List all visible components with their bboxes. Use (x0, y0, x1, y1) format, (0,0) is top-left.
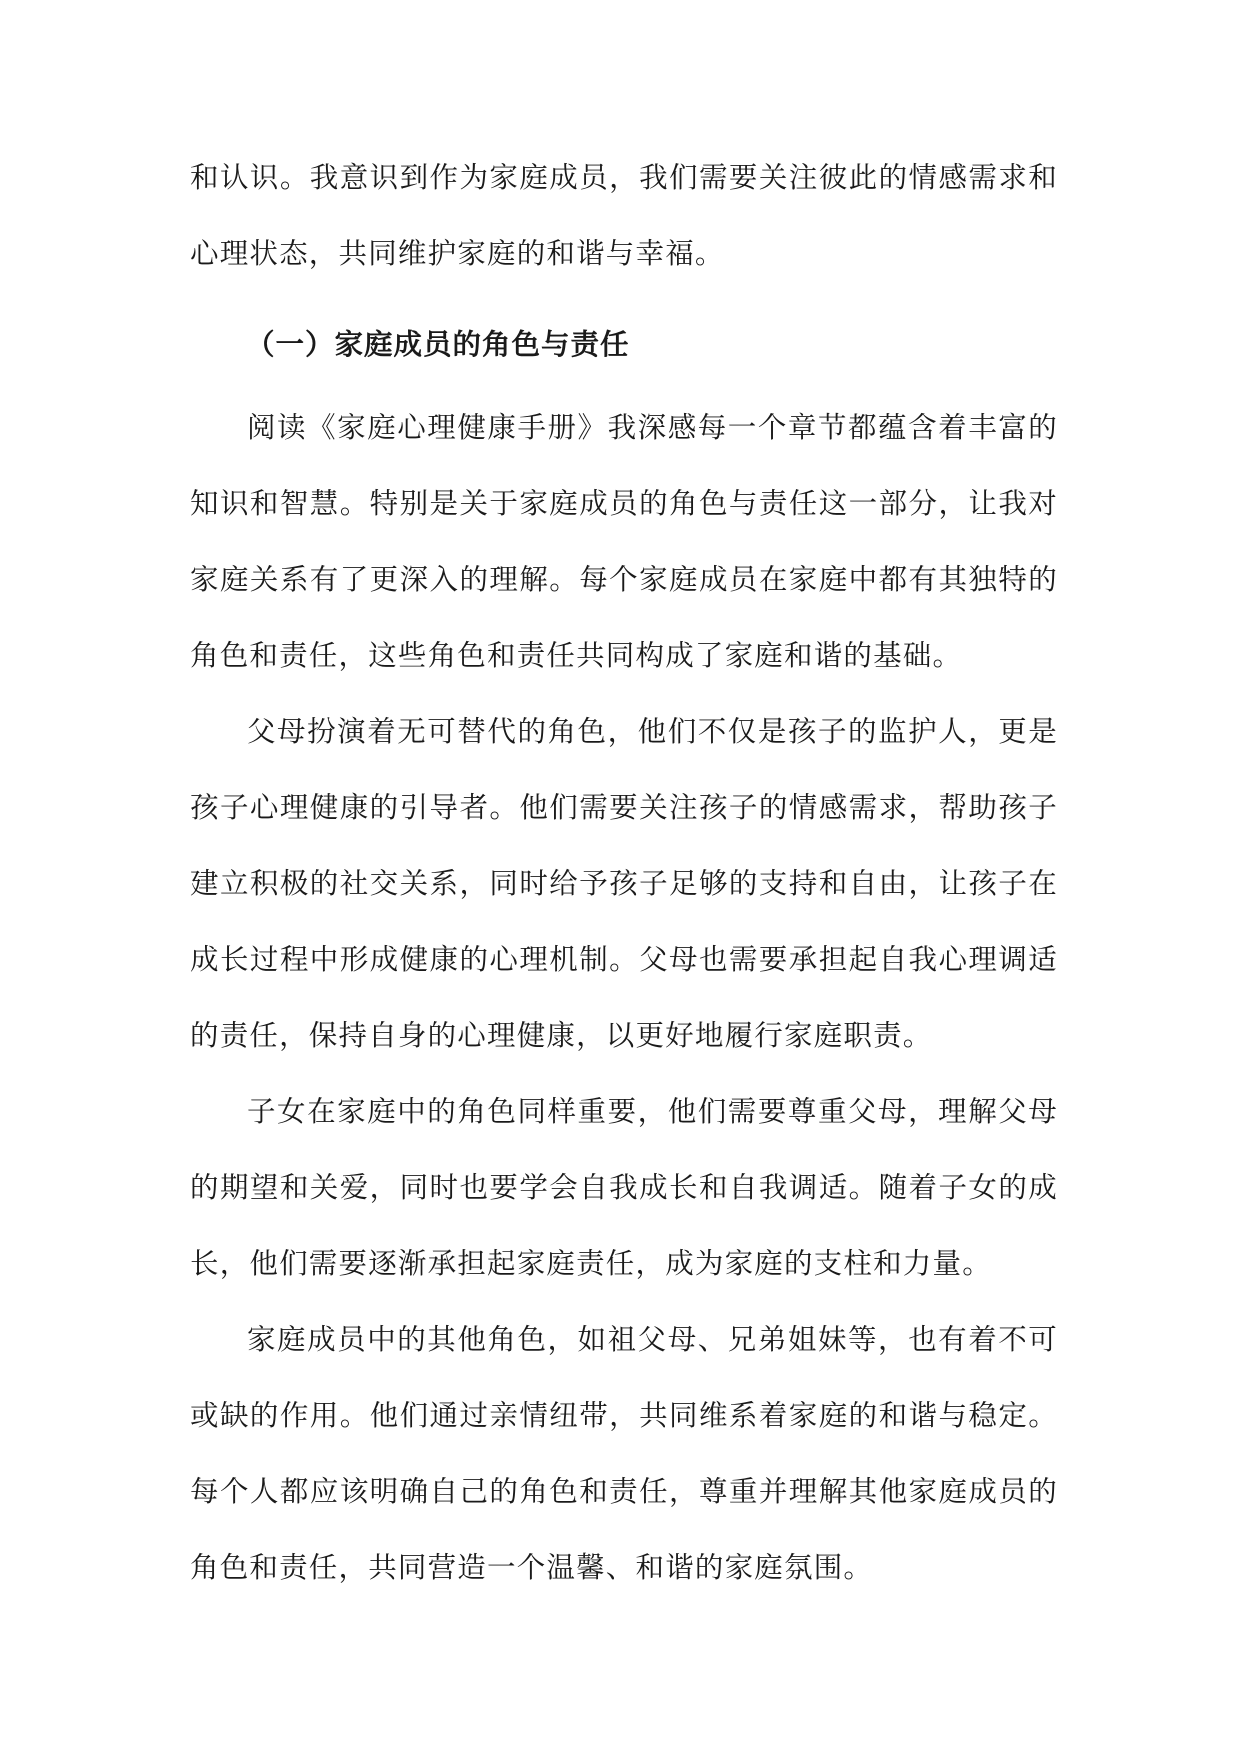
continuation-paragraph: 和认识。我意识到作为家庭成员，我们需要关注彼此的情感需求和心理状态，共同维护家庭的和谐与幸福。 (190, 161, 1058, 270)
paragraph-other-members-role: 家庭成员中的其他角色，如祖父母、兄弟姐妹等，也有着不可或缺的作用。他们通过亲情纽带，共同维系着家庭的和谐与稳定。每个人都应该明确自己的角色和责任，尊重并理解其他家庭成员的角色和责任，共同营造一个温馨、和谐的家庭氛围。 (190, 1323, 1058, 1584)
paragraph-children-role: 子女在家庭中的角色同样重要，他们需要尊重父母，理解父母的期望和关爱，同时也要学会自我成长和自我调适。随着子女的成长，他们需要逐渐承担起家庭责任，成为家庭的支柱和力量。 (190, 1095, 1058, 1280)
section-heading: （一）家庭成员的角色与责任 (246, 328, 630, 361)
paragraph-reading-manual: 阅读《家庭心理健康手册》我深感每一个章节都蕴含着丰富的知识和智慧。特别是关于家庭成员的角色与责任这一部分，让我对家庭关系有了更深入的理解。每个家庭成员在家庭中都有其独特的角色和责任，这些角色和责任共同构成了家庭和谐的基础。 (190, 411, 1058, 672)
paragraph-parents-role: 父母扮演着无可替代的角色，他们不仅是孩子的监护人，更是孩子心理健康的引导者。他们需要关注孩子的情感需求，帮助孩子建立积极的社交关系，同时给予孩子足够的支持和自由，让孩子在成长过程中形成健康的心理机制。父母也需要承担起自我心理调适的责任，保持自身的心理健康，以更好地履行家庭职责。 (190, 715, 1058, 1052)
document-page (190, 140, 1058, 1606)
